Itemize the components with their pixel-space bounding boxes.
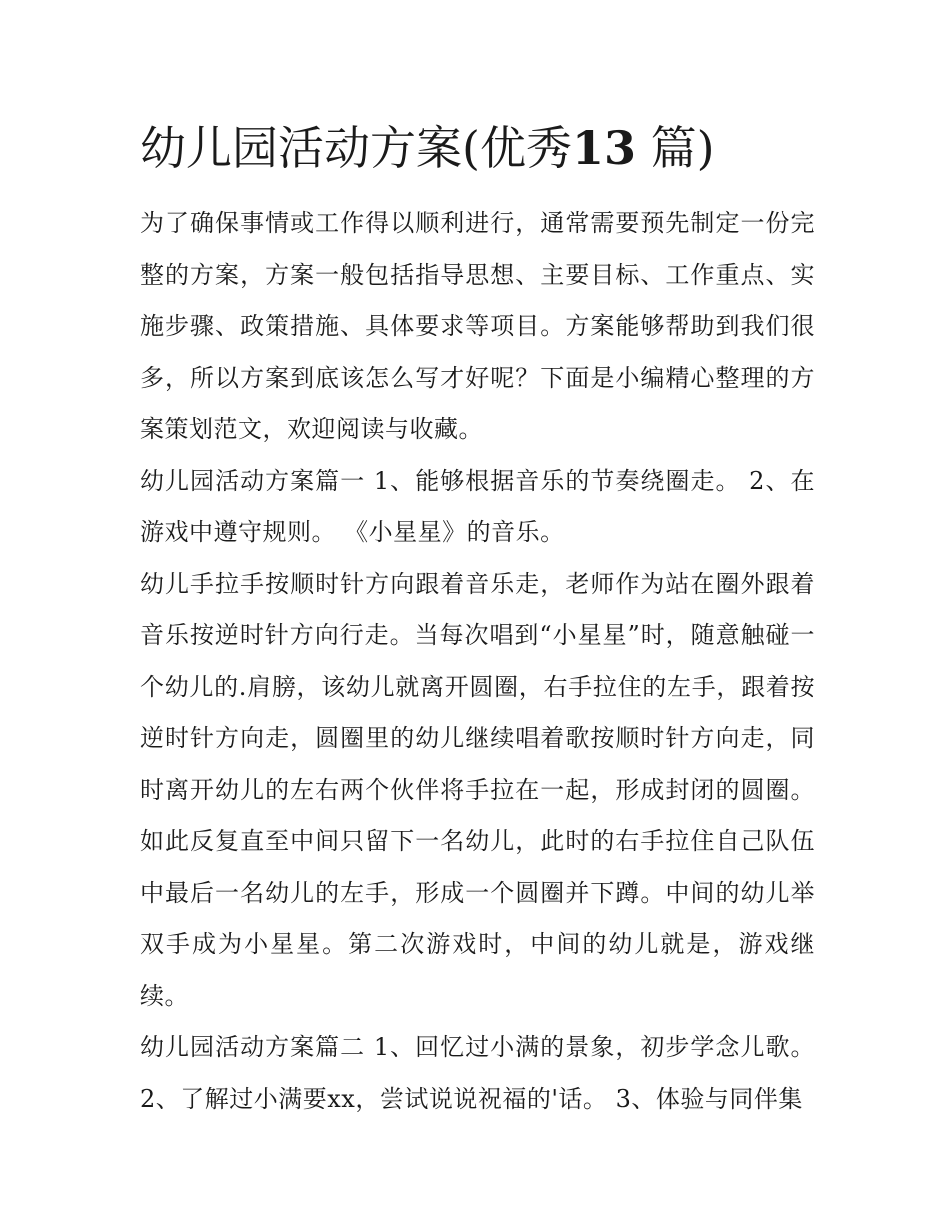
title-number: 13 [571,121,636,175]
plan-one-goals-paragraph: 幼儿园活动方案篇一 1、能够根据音乐的节奏绕圈走。 2、在游戏中遵守规则。 《小星星》的音乐。 [140,466,815,546]
plan-one-game-paragraph: 幼儿手拉手按顺时针方向跟着音乐走，老师作为站在圈外跟着音乐按逆时针方向行走。当每次唱到“小星星”时，随意触碰一个幼儿的.肩膀，该幼儿就离开圆圈，右手拉住的左手，跟着按逆时针方向走，圆圈里的幼儿继续唱着歌按顺时针方向走，同时离开幼儿的左右两个伙伴将手拉在一起，形成封闭的圆圈。如此反复直至中间只留下一名幼儿，此时的右手拉住自己队伍中最后一名幼儿的左手，形成一个圆圈并下蹲。中间的幼儿举双手成为小星星。第二次游戏时，中间的幼儿就是，游戏继续。 [140,569,815,1010]
title-text: 幼儿园活动方案(优秀 [140,121,572,175]
document-content [140,118,815,1125]
intro-paragraph: 为了确保事情或工作得以顺利进行，通常需要预先制定一份完整的方案，方案一般包括指导思想、主要目标、工作重点、实施步骤、政策措施、具体要求等项目。方案能够帮助到我们很多，所以方案到底该怎么写才好呢？下面是小编精心整理的方案策划范文，欢迎阅读与收藏。 [140,209,815,443]
title-suffix: 篇) [650,121,715,175]
page-title [140,118,815,178]
plan-two-goals-paragraph: 幼儿园活动方案篇二 1、回忆过小满的景象，初步学念儿歌。 2、了解过小满要xx，尝试说说祝福的'话。 3、体验与同伴集 [140,1033,815,1113]
